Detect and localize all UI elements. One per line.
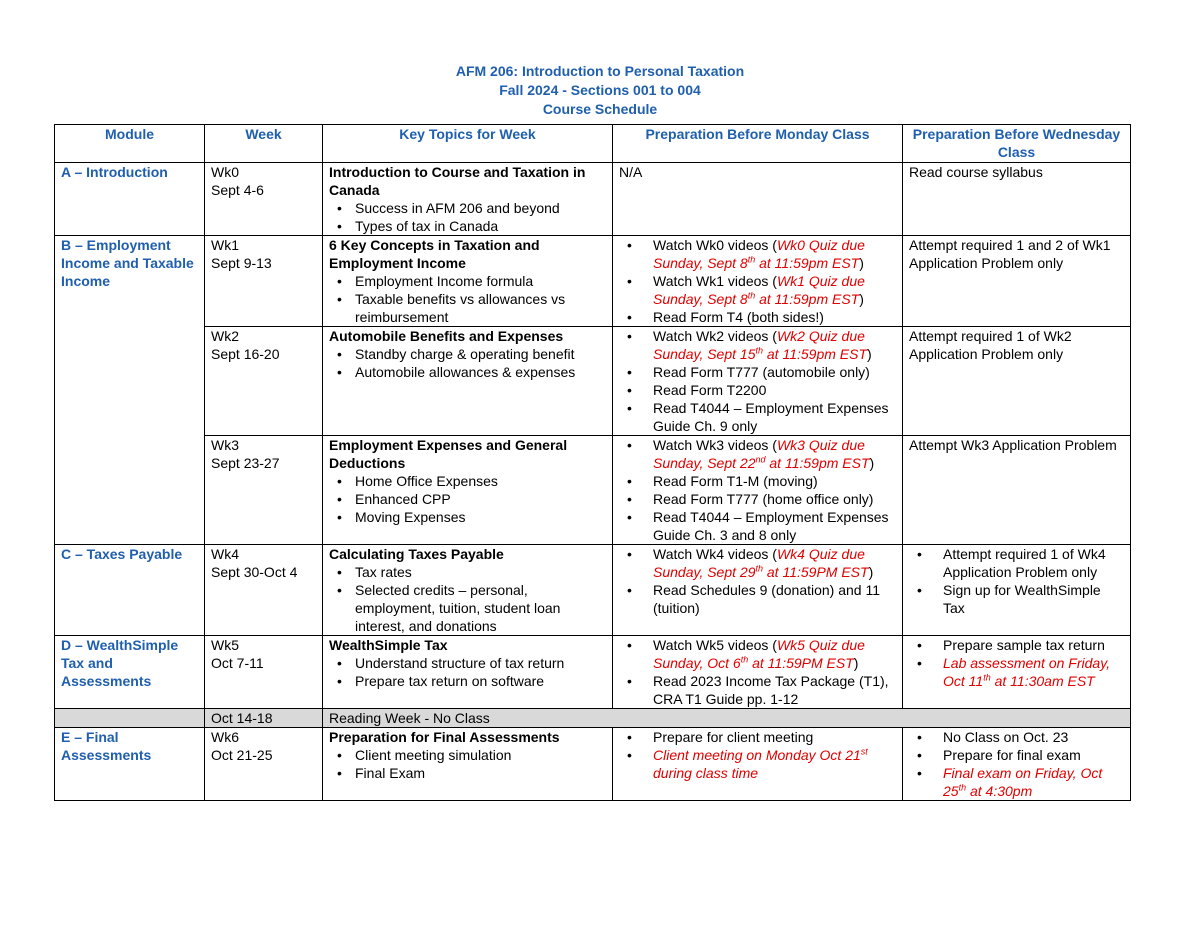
week-dates: Sept 23-27: [211, 455, 280, 471]
topic-title: Calculating Taxes Payable: [329, 546, 504, 562]
topic-list: [329, 345, 606, 381]
week-cell: [205, 728, 323, 801]
list-item: • Sign up for WealthSimple Tax: [909, 581, 1124, 617]
list-item: • Watch Wk4 videos (Wk4 Quiz due Sunday, Sept 29th at 11:59PM EST): [619, 545, 896, 581]
wednesday-prep-list: [909, 636, 1124, 690]
week-dates: Oct 7-11: [211, 655, 264, 671]
col-header-module: Module: [55, 125, 205, 163]
list-item: • Read Form T777 (automobile only): [619, 363, 896, 381]
list-item: • Final Exam: [329, 764, 606, 782]
table-row: [55, 163, 1131, 236]
list-item: • Automobile allowances & expenses: [329, 363, 606, 381]
wednesday-prep-cell: [903, 636, 1131, 709]
week-number: Wk6: [211, 729, 239, 745]
module-cell: A – Introduction: [55, 163, 205, 236]
list-item: • Understand structure of tax return: [329, 654, 606, 672]
table-row: [55, 327, 1131, 436]
week-number: Wk5: [211, 637, 239, 653]
list-item: • Selected credits – personal, employment, tuition, student loan interest, and donations: [329, 581, 606, 635]
module-cell: B – Employment Income and Taxable Income: [55, 236, 205, 545]
topic-list: [329, 472, 606, 526]
week-dates: Oct 14-18: [205, 709, 323, 728]
list-item: • Read Form T777 (home office only): [619, 490, 896, 508]
course-title: AFM 206: Introduction to Personal Taxation: [455, 63, 745, 79]
week-cell: [205, 163, 323, 236]
wednesday-prep-cell: Read course syllabus: [903, 163, 1131, 236]
list-item: • Prepare for final exam: [909, 746, 1124, 764]
monday-prep-cell: [613, 236, 903, 327]
wednesday-prep-cell: Attempt Wk3 Application Problem: [903, 436, 1131, 545]
week-cell: [205, 545, 323, 636]
topics-cell: [323, 545, 613, 636]
week-cell: [205, 327, 323, 436]
list-item: • Final exam on Friday, Oct 25th at 4:30pm: [909, 764, 1124, 800]
list-item: • Read Form T4 (both sides!): [619, 308, 896, 326]
list-item: • Home Office Expenses: [329, 472, 606, 490]
week-dates: Sept 16-20: [211, 346, 280, 362]
list-item: • Moving Expenses: [329, 508, 606, 526]
monday-prep-list: [619, 236, 896, 326]
wednesday-prep-cell: Attempt required 1 of Wk2 Application Problem only: [903, 327, 1131, 436]
table-row: [55, 236, 1131, 327]
wednesday-prep-cell: Attempt required 1 and 2 of Wk1 Application Problem only: [903, 236, 1131, 327]
list-item: • Read Schedules 9 (donation) and 11 (tuition): [619, 581, 896, 617]
header-row: [55, 125, 1131, 163]
topic-title: Introduction to Course and Taxation in Canada: [329, 164, 586, 198]
week-dates: Oct 21-25: [211, 747, 273, 763]
list-item: • Read T4044 – Employment Expenses Guide Ch. 9 only: [619, 399, 896, 435]
topic-title: WealthSimple Tax: [329, 637, 448, 653]
list-item: • Tax rates: [329, 563, 606, 581]
topic-title: Automobile Benefits and Expenses: [329, 328, 564, 344]
monday-prep-list: [619, 728, 896, 782]
topics-cell: [323, 327, 613, 436]
week-cell: [205, 436, 323, 545]
week-number: Wk0: [211, 164, 239, 180]
topics-cell: [323, 636, 613, 709]
list-item: • Lab assessment on Friday, Oct 11th at 11:30am EST: [909, 654, 1124, 690]
list-item: • Enhanced CPP: [329, 490, 606, 508]
topic-list: [329, 654, 606, 690]
topics-cell: [323, 236, 613, 327]
list-item: • Taxable benefits vs allowances vs reimbursement: [329, 290, 606, 326]
table-row: [55, 545, 1131, 636]
list-item: • Read Form T1-M (moving): [619, 472, 896, 490]
list-item: • Attempt required 1 of Wk4 Application Problem only: [909, 545, 1124, 581]
monday-prep-list: [619, 636, 896, 708]
monday-prep-cell: [613, 436, 903, 545]
term-sections: Fall 2024 - Sections 001 to 004: [499, 82, 701, 98]
week-dates: Sept 4-6: [211, 182, 264, 198]
col-header-monday-prep: Preparation Before Monday Class: [613, 125, 903, 163]
monday-prep-list: [619, 545, 896, 617]
topic-title: Employment Expenses and General Deductions: [329, 437, 568, 471]
list-item: • Watch Wk2 videos (Wk2 Quiz due Sunday, Sept 15th at 11:59pm EST): [619, 327, 896, 363]
monday-prep-cell: [613, 728, 903, 801]
module-cell: C – Taxes Payable: [55, 545, 205, 636]
monday-prep-cell: [613, 545, 903, 636]
week-dates: Sept 9-13: [211, 255, 272, 271]
monday-prep-list: [619, 436, 896, 544]
table-row: [55, 728, 1131, 801]
monday-prep-cell: N/A: [613, 163, 903, 236]
col-header-week: Week: [205, 125, 323, 163]
topics-cell: [323, 436, 613, 545]
list-item: • Prepare for client meeting: [619, 728, 896, 746]
list-item: • Watch Wk1 videos (Wk1 Quiz due Sunday, Sept 8th at 11:59pm EST): [619, 272, 896, 308]
col-header-wednesday-prep: Preparation Before Wednesday Class: [903, 125, 1131, 163]
list-item: • Prepare tax return on software: [329, 672, 606, 690]
wednesday-prep-list: [909, 728, 1124, 800]
week-number: Wk1: [211, 237, 239, 253]
schedule-heading: Course Schedule: [542, 101, 658, 117]
module-cell: E – Final Assessments: [55, 728, 205, 801]
topic-title: Preparation for Final Assessments: [329, 729, 560, 745]
week-cell: [205, 236, 323, 327]
list-item: • Types of tax in Canada: [329, 217, 606, 235]
monday-prep-cell: [613, 327, 903, 436]
list-item: • No Class on Oct. 23: [909, 728, 1124, 746]
wednesday-prep-cell: [903, 728, 1131, 801]
list-item: • Watch Wk5 videos (Wk5 Quiz due Sunday, Oct 6th at 11:59PM EST): [619, 636, 896, 672]
list-item: • Client meeting simulation: [329, 746, 606, 764]
list-item: • Watch Wk0 videos (Wk0 Quiz due Sunday, Sept 8th at 11:59pm EST): [619, 236, 896, 272]
list-item: • Client meeting on Monday Oct 21st during class time: [619, 746, 896, 782]
topic-list: [329, 272, 606, 326]
week-dates: Sept 30-Oct 4: [211, 564, 298, 580]
wednesday-prep-cell: [903, 545, 1131, 636]
topic-list: [329, 746, 606, 782]
list-item: • Read T4044 – Employment Expenses Guide Ch. 3 and 8 only: [619, 508, 896, 544]
topic-title: 6 Key Concepts in Taxation and Employment Income: [329, 237, 540, 271]
wednesday-prep-list: [909, 545, 1124, 617]
monday-prep-list: [619, 327, 896, 435]
list-item: • Standby charge & operating benefit: [329, 345, 606, 363]
col-header-topics: Key Topics for Week: [323, 125, 613, 163]
week-number: Wk4: [211, 546, 239, 562]
week-number: Wk2: [211, 328, 239, 344]
table-row: [55, 436, 1131, 545]
week-number: Wk3: [211, 437, 239, 453]
monday-prep-cell: [613, 636, 903, 709]
week-cell: [205, 636, 323, 709]
topics-cell: [323, 163, 613, 236]
list-item: • Prepare sample tax return: [909, 636, 1124, 654]
topic-list: [329, 563, 606, 635]
course-schedule-table: [54, 124, 1131, 801]
module-cell: [55, 709, 205, 728]
document-title: [0, 62, 1200, 119]
reading-week-row: [55, 709, 1131, 728]
reading-week-note: Reading Week - No Class: [323, 709, 1131, 728]
table-row: [55, 636, 1131, 709]
list-item: • Watch Wk3 videos (Wk3 Quiz due Sunday, Sept 22nd at 11:59pm EST): [619, 436, 896, 472]
topic-list: [329, 199, 606, 235]
module-cell: D – WealthSimple Tax and Assessments: [55, 636, 205, 709]
topics-cell: [323, 728, 613, 801]
list-item: • Read 2023 Income Tax Package (T1), CRA T1 Guide pp. 1-12: [619, 672, 896, 708]
list-item: • Success in AFM 206 and beyond: [329, 199, 606, 217]
list-item: • Read Form T2200: [619, 381, 896, 399]
list-item: • Employment Income formula: [329, 272, 606, 290]
